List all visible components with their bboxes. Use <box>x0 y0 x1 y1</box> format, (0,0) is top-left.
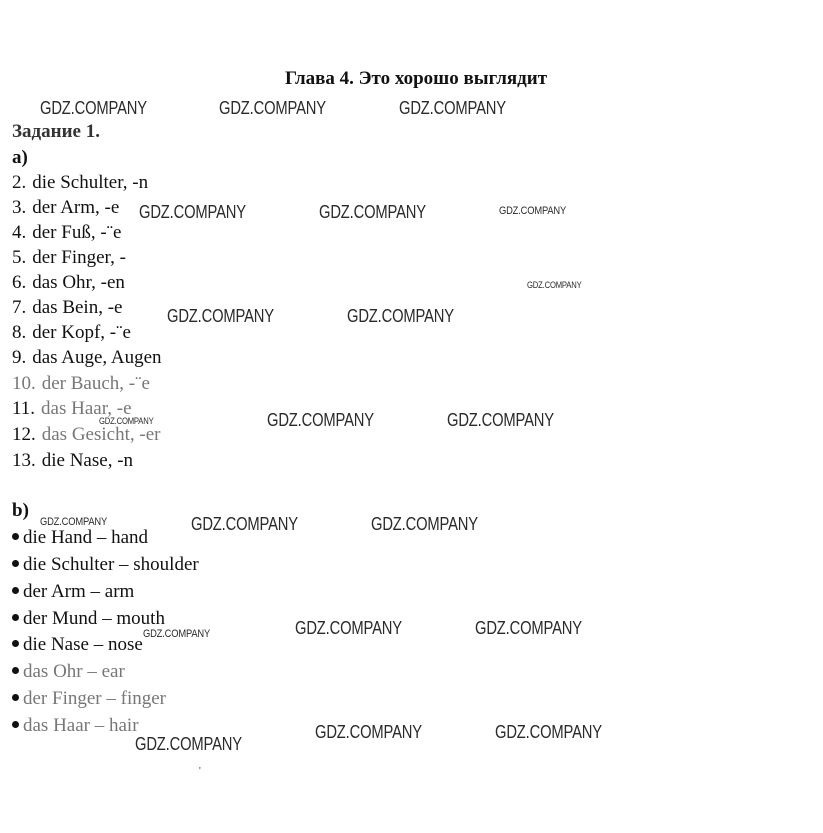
bullet-icon <box>12 667 19 674</box>
watermark: GDZ.COMPANY <box>315 722 422 742</box>
watermark: GDZ.COMPANY <box>135 734 242 754</box>
watermark: GDZ.COMPANY <box>499 205 567 217</box>
item-text: das Gesicht, -er <box>41 424 161 445</box>
watermark: GDZ.COMPANY <box>167 306 274 326</box>
item-text: der Kopf, -¨e <box>32 322 131 343</box>
bullet-icon <box>12 614 19 621</box>
list-item <box>12 297 122 319</box>
list-item <box>12 688 166 710</box>
watermark: GDZ.COMPANY <box>475 618 582 638</box>
list-item <box>12 715 139 737</box>
item-text: das Ohr, -en <box>32 272 125 293</box>
list-item <box>12 634 143 656</box>
watermark: GDZ.COMPANY <box>139 202 246 222</box>
watermark: GDZ.COMPANY <box>371 514 478 534</box>
watermark: GDZ.COMPANY <box>319 202 426 222</box>
list-item <box>12 661 125 683</box>
item-text: das Haar, -e <box>41 398 132 419</box>
item-text: die Nase – nose <box>23 634 143 655</box>
list-item <box>12 197 119 219</box>
list-item <box>12 247 126 269</box>
item-text: die Hand – hand <box>23 527 149 548</box>
item-text: das Auge, Augen <box>32 347 162 368</box>
list-item <box>12 373 150 395</box>
watermark: GDZ.COMPANY <box>267 410 374 430</box>
watermark: GDZ.COMPANY <box>40 516 108 528</box>
item-text: die Schulter, -n <box>32 172 149 193</box>
watermark: GDZ.COMPANY <box>191 514 298 534</box>
watermark: GDZ.COMPANY <box>495 722 602 742</box>
watermark: GDZ.COMPANY <box>399 98 506 118</box>
watermark: GDZ.COMPANY <box>447 410 554 430</box>
bullet-icon <box>12 694 19 701</box>
list-item <box>12 322 131 344</box>
item-text: das Haar – hair <box>23 715 139 736</box>
item-number: 2. <box>12 172 27 193</box>
bullet-icon <box>12 533 19 540</box>
list-item <box>12 424 160 446</box>
watermark: GDZ.COMPANY <box>143 628 211 640</box>
list-item <box>12 450 133 472</box>
bullet-icon <box>12 560 19 567</box>
task-heading: Задание 1. <box>12 121 100 142</box>
item-number: 5. <box>12 247 27 268</box>
watermark: GDZ.COMPANY <box>347 306 454 326</box>
item-text: der Finger, - <box>32 247 126 268</box>
item-number: 10. <box>12 373 36 394</box>
item-number: 8. <box>12 322 27 343</box>
list-item <box>12 581 134 603</box>
bullet-icon <box>12 587 19 594</box>
list-item <box>12 172 148 194</box>
watermark: GDZ.COMPANY <box>295 618 402 638</box>
item-text: das Bein, -e <box>32 297 123 318</box>
item-number: 3. <box>12 197 27 218</box>
section-b-label: b) <box>12 500 29 521</box>
stray-mark: ' <box>199 766 201 777</box>
watermark: GDZ.COMPANY <box>527 280 582 290</box>
item-number: 9. <box>12 347 27 368</box>
item-number: 7. <box>12 297 27 318</box>
watermark: GDZ.COMPANY <box>40 98 147 118</box>
item-number: 4. <box>12 222 27 243</box>
item-text: das Ohr – ear <box>23 661 125 682</box>
item-text: der Bauch, -¨e <box>41 373 150 394</box>
watermark: GDZ.COMPANY <box>219 98 326 118</box>
item-number: 11. <box>12 398 36 419</box>
item-number: 12. <box>12 424 36 445</box>
list-item <box>12 608 165 630</box>
page-title: Глава 4. Это хорошо выглядит <box>285 68 548 89</box>
list-item <box>12 222 121 244</box>
list-item <box>12 554 199 576</box>
watermark: GDZ.COMPANY <box>99 416 154 426</box>
item-number: 13. <box>12 450 36 471</box>
item-text: die Nase, -n <box>41 450 134 471</box>
item-text: der Finger – finger <box>23 688 166 709</box>
item-text: der Fuß, -¨e <box>32 222 122 243</box>
section-a-label: а) <box>12 147 28 168</box>
list-item <box>12 272 125 294</box>
list-item <box>12 527 148 549</box>
item-text: der Mund – mouth <box>23 608 165 629</box>
bullet-icon <box>12 640 19 647</box>
list-item <box>12 347 162 369</box>
item-text: die Schulter – shoulder <box>23 554 199 575</box>
bullet-icon <box>12 721 19 728</box>
item-text: der Arm, -e <box>32 197 120 218</box>
item-text: der Arm – arm <box>23 581 135 602</box>
item-number: 6. <box>12 272 27 293</box>
